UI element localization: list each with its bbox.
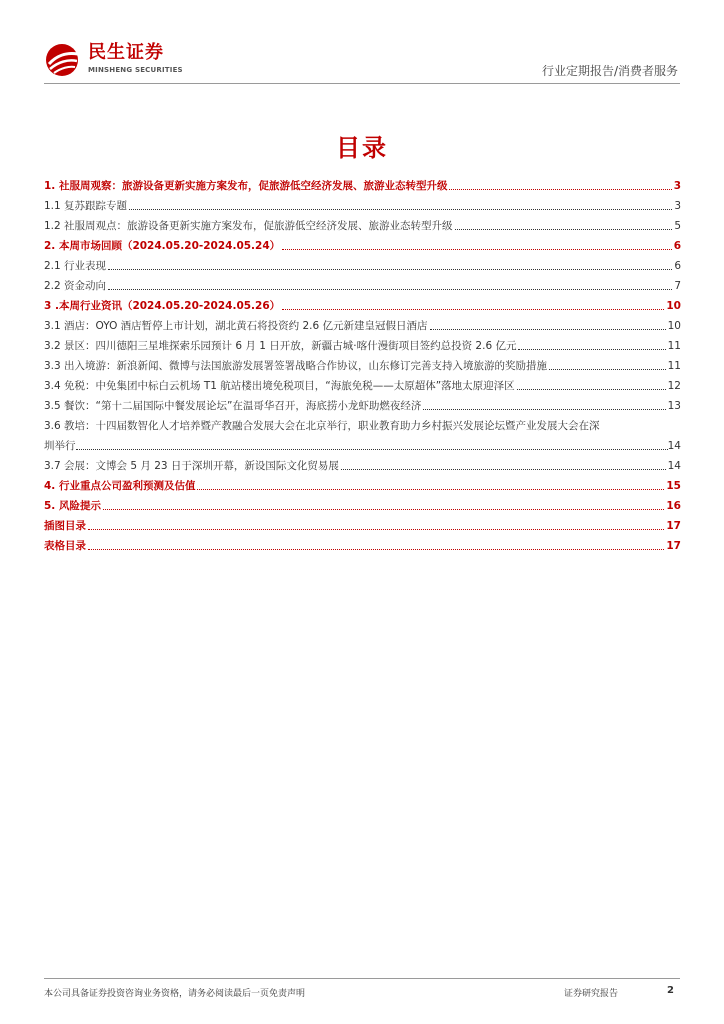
leader-dots: [430, 319, 666, 333]
toc-entry-title: 3.5 餐饮：“第十二届国际中餐发展论坛”在温哥华召开，海底捞小龙虾助燃夜经济: [44, 400, 422, 412]
toc-entry-3-4[interactable]: [44, 376, 681, 396]
toc-entry-title: 3.7 会展：文博会 5 月 23 日于深圳开幕，新设国际文化贸易展: [44, 460, 339, 472]
leader-dots: [88, 519, 664, 533]
toc-entry-page: 5: [674, 220, 681, 232]
toc-entry-page: 13: [667, 400, 681, 412]
toc-entry-title: 1.2 社服周观点：旅游设备更新实施方案发布，促旅游低空经济发展、旅游业态转型升级: [44, 220, 453, 232]
toc-entry-page: 14: [667, 460, 681, 472]
report-type: 行业定期报告/消费者服务: [541, 64, 678, 78]
toc-entry-3-6[interactable]: [44, 416, 681, 456]
logo-chinese-name: 民生证券: [88, 42, 164, 63]
leader-dots: [423, 399, 665, 413]
toc-entry-page: 11: [667, 360, 681, 372]
toc-entry-title-line2: 圳举行: [44, 440, 76, 452]
toc-entry-page: 11: [667, 340, 681, 352]
toc-entry-4[interactable]: [44, 476, 681, 496]
footer-category: 证券研究报告: [564, 989, 619, 999]
toc-entry-page: 10: [667, 320, 681, 332]
leader-dots: [282, 239, 672, 253]
toc-entry-page: 7: [674, 280, 681, 292]
leader-dots: [517, 379, 666, 393]
toc-entry-2[interactable]: [44, 236, 681, 256]
logo-english-name: MINSHENG SECURITIES: [88, 66, 183, 74]
leader-dots: [455, 219, 673, 233]
toc-entry-3-7[interactable]: [44, 456, 681, 476]
leader-dots: [108, 259, 672, 273]
toc-entry-title: 3.3 出入境游：新浪新闻、微博与法国旅游发展署签署战略合作协议，山东修订完善支持入境旅游的奖励措施: [44, 360, 548, 372]
toc-entry-page: 17: [666, 540, 681, 552]
toc-entry-title: 4. 行业重点公司盈利预测及估值: [44, 480, 196, 492]
toc-entry-title: 表格目录: [44, 540, 86, 552]
table-of-contents: [44, 176, 681, 556]
toc-entry-2-1[interactable]: [44, 256, 681, 276]
toc-entry-title: 3 .本周行业资讯（2024.05.20-2024.05.26）: [44, 300, 281, 312]
leader-dots: [88, 539, 664, 553]
minsheng-logo-icon: [44, 42, 82, 78]
leader-dots: [449, 179, 671, 193]
leader-dots: [76, 439, 668, 453]
toc-entry-1-2[interactable]: [44, 216, 681, 236]
toc-entry-3-2[interactable]: [44, 336, 681, 356]
toc-entry-title: 2.1 行业表现: [44, 260, 107, 272]
footer-divider: [44, 978, 680, 979]
toc-title: 目录: [336, 134, 388, 162]
page-number: 2: [667, 985, 674, 996]
leader-dots: [341, 459, 666, 473]
toc-entry-page: 17: [666, 520, 681, 532]
toc-entry-title: 3.2 景区：四川德阳三星堆探索乐园预计 6 月 1 日开放，新疆古城·喀什漫街项目签约总投资 2.6 亿元: [44, 340, 517, 352]
leader-dots: [129, 199, 672, 213]
toc-entry-3[interactable]: [44, 296, 681, 316]
toc-entry-page: 14: [667, 440, 681, 452]
toc-entry-title: 插图目录: [44, 520, 86, 532]
toc-entry-page: 16: [666, 500, 681, 512]
toc-entry-page: 12: [667, 380, 681, 392]
toc-entry-title-line1: 3.6 教培：十四届数智化人才培养暨产教融合发展大会在北京举行，职业教育助力乡村振兴发展论坛暨产业发展大会在深: [44, 420, 600, 432]
company-logo: [44, 42, 184, 78]
toc-entry-page: 6: [674, 260, 681, 272]
toc-entry-3-1[interactable]: [44, 316, 681, 336]
toc-entry-page: 3: [674, 200, 681, 212]
leader-dots: [108, 279, 672, 293]
leader-dots: [282, 299, 664, 313]
leader-dots: [103, 499, 664, 513]
toc-entry-1-1[interactable]: [44, 196, 681, 216]
toc-entry-page: 10: [666, 300, 681, 312]
toc-entry-title: 3.1 酒店：OYO 酒店暂停上市计划，湖北黄石将投资约 2.6 亿元新建皇冠假日酒店: [44, 320, 428, 332]
leader-dots: [549, 359, 666, 373]
toc-entry-1[interactable]: [44, 176, 681, 196]
toc-entry-title: 1.1 复苏跟踪专题: [44, 200, 128, 212]
toc-entry-page: 3: [673, 180, 681, 192]
leader-dots: [197, 479, 664, 493]
toc-entry-title: 1. 社服周观察：旅游设备更新实施方案发布，促旅游低空经济发展、旅游业态转型升级: [44, 180, 448, 192]
toc-entry-title: 3.4 免税：中免集团中标白云机场 T1 航站楼出境免税项目，“海旅免税——太原超体”落地太原迎泽区: [44, 380, 515, 392]
toc-entry-title: 2.2 资金动向: [44, 280, 107, 292]
toc-entry-2-2[interactable]: [44, 276, 681, 296]
page-header: [0, 0, 724, 84]
toc-entry-page: 6: [673, 240, 681, 252]
toc-entry-3-5[interactable]: [44, 396, 681, 416]
toc-entry-title: 5. 风险提示: [44, 500, 101, 512]
toc-entry-title: 2. 本周市场回顾（2024.05.20-2024.05.24）: [44, 240, 281, 252]
header-divider: [44, 83, 680, 84]
footer-disclaimer: 本公司具备证券投资咨询业务资格，请务必阅读最后一页免责声明: [44, 989, 306, 999]
toc-entry-3-3[interactable]: [44, 356, 681, 376]
toc-entry-page: 15: [666, 480, 681, 492]
toc-entry-figures[interactable]: [44, 516, 681, 536]
toc-entry-5[interactable]: [44, 496, 681, 516]
leader-dots: [518, 339, 665, 353]
toc-entry-tables[interactable]: [44, 536, 681, 556]
